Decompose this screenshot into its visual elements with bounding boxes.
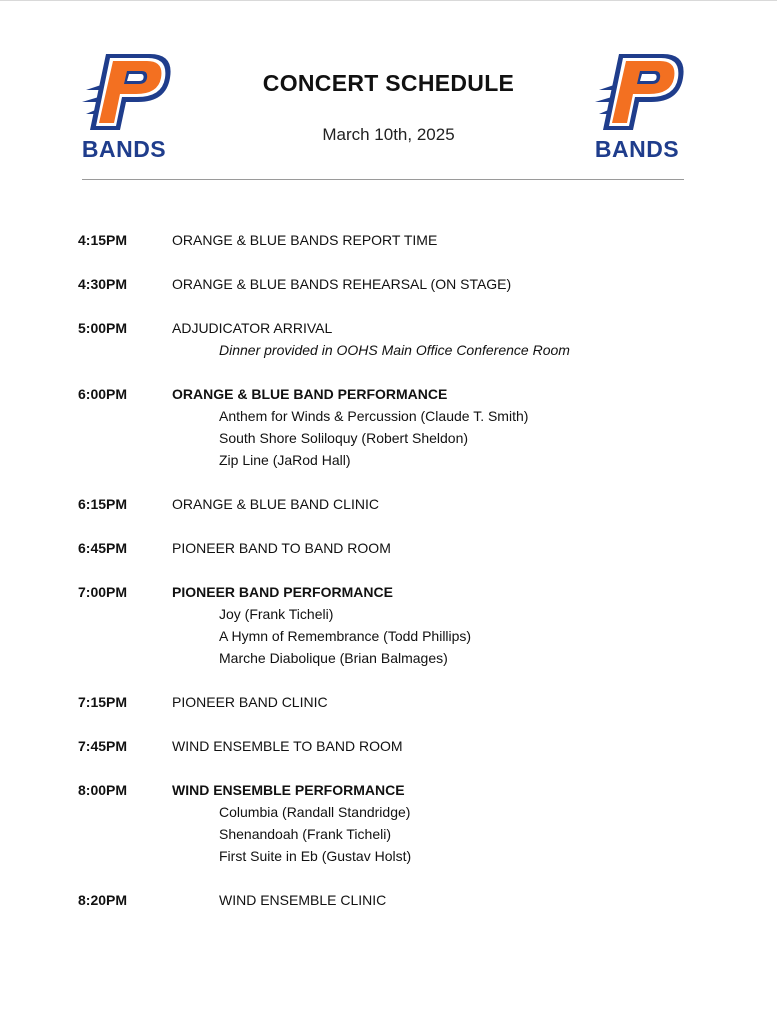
- entry-time: 6:00PM: [78, 386, 128, 402]
- entry-event: WIND ENSEMBLE CLINIC: [219, 892, 387, 908]
- entry-event: ORANGE & BLUE BAND CLINIC: [172, 496, 379, 512]
- entry-time: 5:00PM: [78, 320, 128, 336]
- schedule-entry: [78, 537, 718, 559]
- event-date: March 10th, 2025: [322, 125, 455, 144]
- entry-time: 4:15PM: [78, 232, 128, 248]
- entry-event: ORANGE & BLUE BANDS REPORT TIME: [172, 232, 438, 248]
- schedule-entry: [78, 383, 718, 471]
- p-bands-logo-left: [76, 50, 172, 162]
- page-top-edge: [0, 0, 777, 1]
- entry-time: 8:00PM: [78, 782, 128, 798]
- schedule-entry: [78, 691, 718, 713]
- schedule-entry: [78, 229, 718, 251]
- schedule-entry: [78, 273, 718, 295]
- program-piece: A Hymn of Remembrance (Todd Phillips): [219, 628, 472, 644]
- entry-time: 6:45PM: [78, 540, 128, 556]
- page-title: CONCERT SCHEDULE: [262, 70, 515, 96]
- p-bands-logo-right: [589, 50, 685, 162]
- entry-note: Dinner provided in OOHS Main Office Conference Room: [219, 342, 570, 358]
- schedule-entry: [78, 779, 718, 867]
- schedule-entry: [78, 581, 718, 669]
- entry-event: WIND ENSEMBLE PERFORMANCE: [172, 782, 405, 798]
- program-piece: First Suite in Eb (Gustav Holst): [219, 848, 412, 864]
- header-divider: [82, 179, 684, 180]
- entry-time: 7:00PM: [78, 584, 128, 600]
- program-piece: Columbia (Randall Standridge): [219, 804, 411, 820]
- logo-wordmark: BANDS: [81, 136, 167, 162]
- entry-event: WIND ENSEMBLE TO BAND ROOM: [172, 738, 403, 754]
- logo-wordmark: BANDS: [594, 136, 680, 162]
- entry-event: PIONEER BAND PERFORMANCE: [172, 584, 393, 600]
- entry-event: ORANGE & BLUE BAND PERFORMANCE: [172, 386, 448, 402]
- program-piece: Marche Diabolique (Brian Balmages): [219, 650, 448, 666]
- entry-time: 6:15PM: [78, 496, 128, 512]
- entry-event: ADJUDICATOR ARRIVAL: [172, 320, 333, 336]
- program-piece: South Shore Soliloquy (Robert Sheldon): [219, 430, 469, 446]
- program-piece: Shenandoah (Frank Ticheli): [219, 826, 391, 842]
- schedule-entry: [78, 735, 718, 757]
- schedule-entry: [78, 889, 718, 911]
- schedule-list: [78, 229, 718, 933]
- schedule-entry: [78, 317, 718, 361]
- entry-time: 4:30PM: [78, 276, 128, 292]
- schedule-entry: [78, 493, 718, 515]
- entry-event: ORANGE & BLUE BANDS REHEARSAL (ON STAGE): [172, 276, 512, 292]
- entry-event: PIONEER BAND TO BAND ROOM: [172, 540, 391, 556]
- entry-time: 8:20PM: [78, 892, 128, 908]
- program-piece: Zip Line (JaRod Hall): [219, 452, 351, 468]
- program-piece: Joy (Frank Ticheli): [219, 606, 334, 622]
- program-list: [78, 801, 718, 867]
- program-piece: Anthem for Winds & Percussion (Claude T. Smith): [219, 408, 529, 424]
- entry-time: 7:15PM: [78, 694, 128, 710]
- entry-event: PIONEER BAND CLINIC: [172, 694, 328, 710]
- entry-time: 7:45PM: [78, 738, 128, 754]
- program-list: [78, 603, 718, 669]
- program-list: [78, 405, 718, 471]
